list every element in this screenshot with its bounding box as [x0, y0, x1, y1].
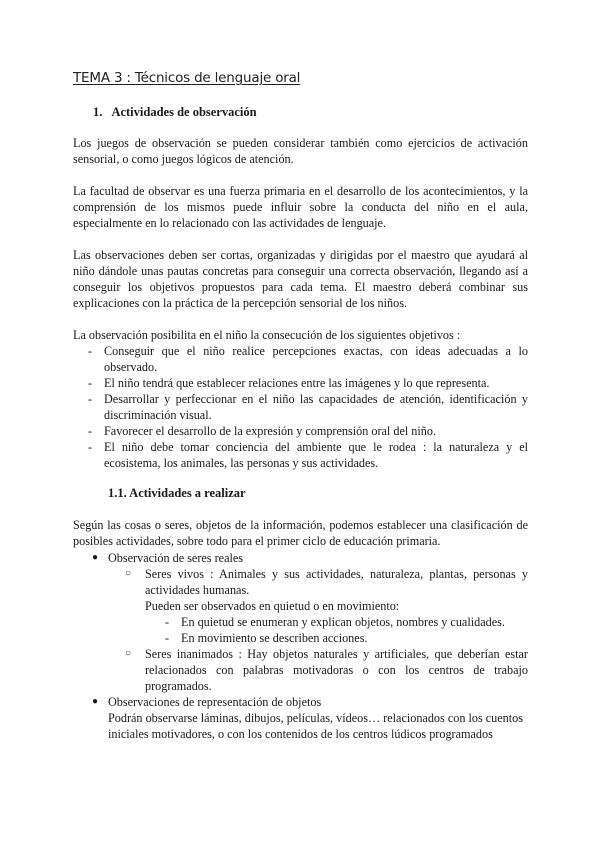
subsection-intro: [73, 517, 528, 549]
list-item: - Favorecer el desarrollo de la expresión y comprensión oral del niño.: [88, 423, 528, 439]
objectives-list: [88, 343, 528, 471]
paragraph-3: [73, 247, 528, 311]
bullet-label: Observación de seres reales: [108, 551, 244, 565]
sub-bullet-text: Seres vivos : Animales y sus actividades, naturaleza, plantas, personas y actividades humanas.: [145, 567, 528, 597]
paragraph-2: [73, 183, 528, 231]
section-heading-1: [93, 104, 257, 120]
bullet-item: [92, 694, 528, 710]
paragraph-text: Los juegos de observación se pueden considerar también como ejercicios de activación sensorial, o como juegos lógicos de atención.: [73, 136, 528, 166]
subsection-heading: 1.1. Actividades a realizar: [108, 486, 246, 500]
document-title: TEMA 3 : Técnicos de lenguaje oral: [73, 70, 301, 86]
sub-bullet-note: Pueden ser observados en quietud o en movimiento:: [145, 599, 400, 613]
paragraph-1: [73, 135, 528, 167]
bullet-dot-icon: ●: [92, 552, 99, 563]
list-item: - En quietud se enumeran y explican objetos, nombres y cualidades.: [165, 614, 528, 630]
sub-dash-list: [165, 614, 528, 646]
bullet-text: Podrán observarse láminas, dibujos, películas, vídeos… relacionados con los cuentos iniciales motivadores, o con los contenidos de los centros lúdicos programados: [108, 711, 523, 741]
sub-bullet-item: [125, 646, 528, 694]
bullet-label: Observaciones de representación de objetos: [108, 695, 322, 709]
section-number: 1.: [93, 105, 103, 119]
list-item: - Conseguir que el niño realice percepciones exactas, con ideas adecuadas a lo observado.: [88, 343, 528, 375]
bullet-dot-icon: ●: [92, 696, 99, 707]
sub-bullet-text: Seres inanimados : Hay objetos naturales y artificiales, que deberían estar relacionados con palabras motivadoras o con los centros de trabajo programados.: [145, 647, 528, 693]
sub-bullet-item: [125, 566, 528, 598]
list-item: - El niño tendrá que establecer relaciones entre las imágenes y lo que representa.: [88, 375, 528, 391]
bullet-item: [92, 550, 528, 566]
list-item: - En movimiento se describen acciones.: [165, 630, 528, 646]
section-heading-text: Actividades de observación: [111, 105, 257, 119]
paragraph-4: [73, 327, 528, 343]
list-item: - Desarrollar y perfeccionar en el niño las capacidades de atención, identificación y discriminación visual.: [88, 391, 528, 423]
paragraph-text: La facultad de observar es una fuerza primaria en el desarrollo de los acontecimientos, y la comprensión de los mismos puede influir sobre la conducta del niño en el aula, especialmente en lo relacionado con las actividades de lenguaje.: [73, 184, 528, 230]
paragraph-text: Según las cosas o seres, objetos de la información, podemos establecer una clasificación de posibles actividades, sobre todo para el primer ciclo de educación primaria.: [73, 518, 528, 548]
paragraph-text: La observación posibilita en el niño la consecución de los siguientes objetivos :: [73, 328, 461, 342]
circle-bullet-icon: ○: [125, 648, 132, 659]
circle-bullet-icon: ○: [125, 568, 132, 579]
paragraph-text: Las observaciones deben ser cortas, organizadas y dirigidas por el maestro que ayudará al niño dándole unas pautas concretas para conseguir una correcta observación, llegando así a conseguir los objetivos propuestos para cada tema. El maestro deberá combinar sus explicaciones con la práctica de la percepción sensorial de los niños.: [73, 248, 528, 310]
list-item: - El niño debe tomar conciencia del ambiente que le rodea : la naturaleza y el ecosistema, los animales, las personas y sus actividades.: [88, 439, 528, 471]
